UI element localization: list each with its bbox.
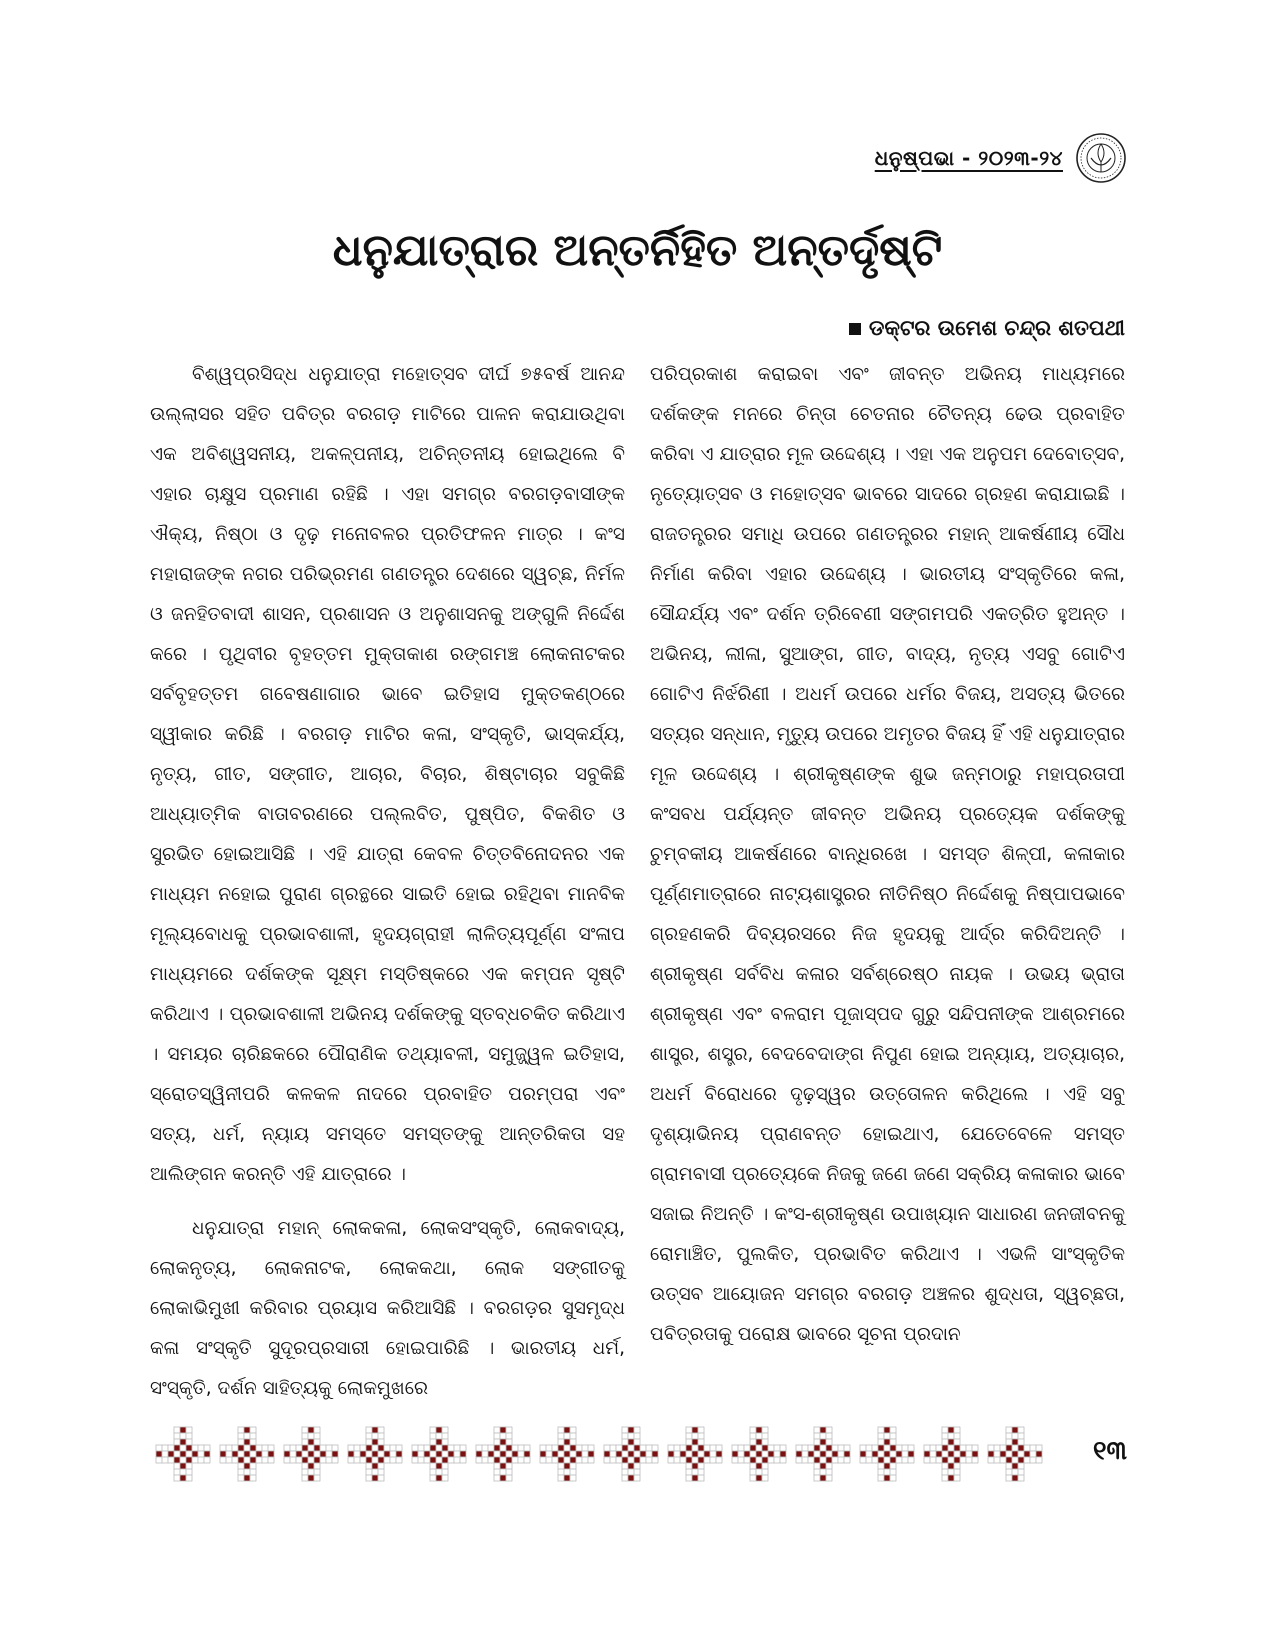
cross-pattern-icon bbox=[284, 1427, 338, 1481]
cross-pattern-icon bbox=[732, 1427, 786, 1481]
square-bullet-icon bbox=[849, 323, 861, 335]
cross-pattern-icon bbox=[988, 1427, 1042, 1481]
page-header bbox=[875, 132, 1127, 184]
cross-pattern-icon bbox=[540, 1427, 594, 1481]
cross-pattern-icon bbox=[412, 1427, 466, 1481]
seal-icon bbox=[1075, 132, 1127, 184]
cross-pattern-icon bbox=[604, 1427, 658, 1481]
cross-pattern-icon bbox=[476, 1427, 530, 1481]
right-column bbox=[650, 355, 1125, 1355]
page-number: ୧୩ bbox=[1093, 1436, 1127, 1466]
paragraph: ଧନୁଯାତ୍ରା ମହାନ୍ ଲୋକକଳା, ଲୋକସଂସ୍କୃତି, ଲୋକବାଦ୍ୟ, ଲୋକନୃତ୍ୟ, ଲୋକନାଟକ, ଲୋକକଥା, ଲୋକ ସଙ୍ଗୀତକୁ ଲୋକାଭିମୁଖୀ କରିବାର ପ୍ରୟାସ କରିଆସିଛି । ବରଗଡ଼ର ସୁସମୃଦ୍ଧ କଳା ସଂସ୍କୃତି ସୁଦୂରପ୍ରସାରୀ ହୋଇପାରିଛି । ଭାରତୀୟ ଧର୍ମ, ସଂସ୍କୃତି, ଦର୍ଶନ ସାହିତ୍ୟକୁ ଲୋକମୁଖରେ bbox=[150, 1218, 625, 1399]
paragraph: ପରିପ୍ରକାଶ କରାଇବା ଏବଂ ଜୀବନ୍ତ ଅଭିନୟ ମାଧ୍ୟମରେ ଦର୍ଶକଙ୍କ ମନରେ ଚିନ୍ତା ଚେତନାର ଚୈତନ୍ୟ ଢେଉ ପ୍ରବାହିତ କରିବା ଏ ଯାତ୍ରାର ମୂଳ ଉଦ୍ଦେଶ୍ୟ । ଏହା ଏକ ଅନୁପମ ଦେବୋତ୍ସବ, ନୃତ୍ୟୋତ୍ସବ ଓ ମହୋତ୍ସବ ଭାବରେ ସାଦରେ ଗ୍ରହଣ କରାଯାଇଛି । ରାଜତନ୍ତ୍ରର ସମାଧି ଉପରେ ଗଣତନ୍ତ୍ରର ମହାନ୍ ଆକର୍ଷଣୀୟ ସୌଧ ନିର୍ମାଣ କରିବା ଏହାର ଉଦ୍ଦେଶ୍ୟ । ଭାରତୀୟ ସଂସ୍କୃତିରେ କଳା, ସୌନ୍ଦର୍ଯ୍ୟ ଏବଂ ଦର୍ଶନ ତ୍ରିବେଣୀ ସଙ୍ଗମପରି ଏକତ୍ରିତ ହୁଅନ୍ତ । ଅଭିନୟ, ଲୀଳା, ସୁଆଙ୍ଗ, ଗୀତ, ବାଦ୍ୟ, ନୃତ୍ୟ ଏସବୁ ଗୋଟିଏ ଗୋଟିଏ ନିର୍ଝରିଣୀ । ଅଧର୍ମ ଉପରେ ଧର୍ମର ବିଜୟ, ଅସତ୍ୟ ଭିତରେ ସତ୍ୟର ସନ୍ଧାନ, ମୃତ୍ୟୁ ଉପରେ ଅମୃତର ବିଜୟ ହିଁ ଏହି ଧନୁଯାତ୍ରାର ମୂଳ ଉଦ୍ଦେଶ୍ୟ । ଶ୍ରୀକୃଷ୍ଣଙ୍କ ଶୁଭ ଜନ୍ମଠାରୁ ମହାପ୍ରତାପୀ କଂସବଧ ପର୍ଯ୍ୟନ୍ତ ଜୀବନ୍ତ ଅଭିନୟ ପ୍ରତ୍ୟେକ ଦର୍ଶକଙ୍କୁ ଚୁମ୍ବକୀୟ ଆକର୍ଷଣରେ ବାନ୍ଧିରଖେ । ସମସ୍ତ ଶିଳ୍ପୀ, କଳାକାର ପୂର୍ଣ୍ଣମାତ୍ରାରେ ନାଟ୍ୟଶାସ୍ତ୍ରର ନୀତିନିଷ୍ଠ ନିର୍ଦ୍ଦେଶକୁ ନିଷ୍ପାପଭାବେ ଗ୍ରହଣକରି ଦିବ୍ୟରସରେ ନିଜ ହୃଦୟକୁ ଆର୍ଦ୍ର କରିଦିଅନ୍ତି । ଶ୍ରୀକୃଷ୍ଣ ସର୍ବବିଧ କଳାର ସର୍ବଶ୍ରେଷ୍ଠ ନାୟକ । ଉଭୟ ଭ୍ରାତା ଶ୍ରୀକୃଷ୍ଣ ଏବଂ ବଳରାମ ପୂଜାସ୍ପଦ ଗୁରୁ ସନ୍ଦିପନୀଙ୍କ ଆଶ୍ରମରେ ଶାସ୍ତ୍ର, ଶସ୍ତ୍ର, ବେଦବେଦାଙ୍ଗ ନିପୁଣ ହୋଇ ଅନ୍ୟାୟ, ଅତ୍ୟାଚାର, ଅଧର୍ମ ବିରୋଧରେ ଦୃଢ଼ସ୍ୱର ଉତ୍ତୋଳନ କରିଥିଲେ । ଏହି ସବୁ ଦୃଶ୍ୟାଭିନୟ ପ୍ରାଣବନ୍ତ ହୋଇଥାଏ, ଯେତେବେଳେ ସମସ୍ତ ଗ୍ରାମବାସୀ ପ୍ରତ୍ୟେକେ ନିଜକୁ ଜଣେ ଜଣେ ସକ୍ରିୟ କଳାକାର ଭାବେ ସଜାଇ ନିଅନ୍ତି । କଂସ-ଶ୍ରୀକୃଷ୍ଣ ଉପାଖ୍ୟାନ ସାଧାରଣ ଜନଜୀବନକୁ ରୋମାଞ୍ଚିତ, ପୁଲକିତ, ପ୍ରଭାବିତ କରିଥାଏ । ଏଭଳି ସାଂସ୍କୃତିକ ଉତ୍ସବ ଆୟୋଜନ ସମଗ୍ର ବରଗଡ଼ ଅଞ୍ଚଳର ଶୁଦ୍ଧତା, ସ୍ୱଚ୍ଛତା, ପବିତ୍ରତାକୁ ପରୋକ୍ଷ ଭାବରେ ସୂଚନା ପ୍ରଦାନ bbox=[650, 364, 1125, 1345]
author-name: ଡକ୍ଟର ଉମେଶ ଚନ୍ଦ୍ର ଶତପଥୀ bbox=[868, 316, 1125, 340]
left-column bbox=[150, 355, 625, 1409]
cross-pattern-icon bbox=[860, 1427, 914, 1481]
cross-pattern-icon bbox=[924, 1427, 978, 1481]
cross-pattern-icon bbox=[156, 1427, 210, 1481]
paragraph: ବିଶ୍ୱପ୍ରସିଦ୍ଧ ଧନୁଯାତ୍ରା ମହୋତ୍ସବ ଦୀର୍ଘ ୭୫ବର୍ଷ ଆନନ୍ଦ ଉଲ୍ଲାସର ସହିତ ପବିତ୍ର ବରଗଡ଼ ମାଟିରେ ପାଳନ କରାଯାଉଥିବା ଏକ ଅବିଶ୍ୱସନୀୟ, ଅକଳ୍ପନୀୟ, ଅଚିନ୍ତନୀୟ ହୋଇଥିଲେ ବି ଏହାର ଚାକ୍ଷୁସ ପ୍ରମାଣ ରହିଛି । ଏହା ସମଗ୍ର ବରଗଡ଼ବାସୀଙ୍କ ଐକ୍ୟ, ନିଷ୍ଠା ଓ ଦୃଢ଼ ମନୋବଳର ପ୍ରତିଫଳନ ମାତ୍ର । କଂସ ମହାରାଜଙ୍କ ନଗର ପରିଭ୍ରମଣ ଗଣତନ୍ତ୍ର ଦେଶରେ ସ୍ୱଚ୍ଛ, ନିର୍ମଳ ଓ ଜନହିତବାଦୀ ଶାସନ, ପ୍ରଶାସନ ଓ ଅନୁଶାସନକୁ ଅଙ୍ଗୁଳି ନିର୍ଦ୍ଦେଶ କରେ । ପୃଥିବୀର ବୃହତ୍ତମ ମୁକ୍ତାକାଶ ରଙ୍ଗମଞ୍ଚ ଲୋକନାଟକର ସର୍ବବୃହତ୍ତମ ଗବେଷଣାଗାର ଭାବେ ଇତିହାସ ମୁକ୍ତକଣ୍ଠରେ ସ୍ୱୀକାର କରିଛି । ବରଗଡ଼ ମାଟିର କଳା, ସଂସ୍କୃତି, ଭାସ୍କର୍ଯ୍ୟ, ନୃତ୍ୟ, ଗୀତ, ସଙ୍ଗୀତ, ଆଚାର, ବିଚାର, ଶିଷ୍ଟାଚାର ସବୁକିଛି ଆଧ୍ୟାତ୍ମିକ ବାତାବରଣରେ ପଲ୍ଲବିତ, ପୁଷ୍ପିତ, ବିକଶିତ ଓ ସୁରଭିତ ହୋଇଆସିଛି । ଏହି ଯାତ୍ରା କେବଳ ଚିତ୍ତବିନୋଦନର ଏକ ମାଧ୍ୟମ ନହୋଇ ପୁରାଣ ଗ୍ରନ୍ଥରେ ସାଇତି ହୋଇ ରହିଥିବା ମାନବିକ ମୂଲ୍ୟବୋଧକୁ ପ୍ରଭାବଶାଳୀ, ହୃଦୟଗ୍ରାହୀ ଲାଳିତ୍ୟପୂର୍ଣ୍ଣ ସଂଳାପ ମାଧ୍ୟମରେ ଦର୍ଶକଙ୍କ ସୂକ୍ଷ୍ମ ମସ୍ତିଷ୍କରେ ଏକ କମ୍ପନ ସୃଷ୍ଟି କରିଥାଏ । ପ୍ରଭାବଶାଳୀ ଅଭିନୟ ଦର୍ଶକଙ୍କୁ ସ୍ତବ୍ଧଚକିତ କରିଥାଏ । ସମୟର ଚାରିଛକରେ ପୌରାଣିକ ତଥ୍ୟାବଳୀ, ସମୁଜ୍ଜ୍ୱଳ ଇତିହାସ, ସ୍ରୋତସ୍ୱିନୀପରି କଳକଳ ନାଦରେ ପ୍ରବାହିତ ପରମ୍ପରା ଏବଂ ସତ୍ୟ, ଧର୍ମ, ନ୍ୟାୟ ସମସ୍ତେ ସମସ୍ତଙ୍କୁ ଆନ୍ତରିକତା ସହ ଆଲିଙ୍ଗନ କରନ୍ତି ଏହି ଯାତ୍ରାରେ । bbox=[150, 364, 625, 1185]
cross-pattern-icon bbox=[348, 1427, 402, 1481]
cross-pattern-icon bbox=[796, 1427, 850, 1481]
author-line bbox=[849, 316, 1125, 341]
journal-title: ଧନୁଷ୍ପଭା - ୨୦୨୩-୨୪ bbox=[874, 146, 1063, 170]
footer-ornament bbox=[150, 1424, 1050, 1484]
cross-pattern-icon bbox=[220, 1427, 274, 1481]
cross-pattern-icon bbox=[668, 1427, 722, 1481]
article-title: ଧନୁଯାତ୍ରାର ଅନ୍ତର୍ନିହିତ ଅନ୍ତର୍ଦୃଷ୍ଟି bbox=[332, 225, 943, 276]
